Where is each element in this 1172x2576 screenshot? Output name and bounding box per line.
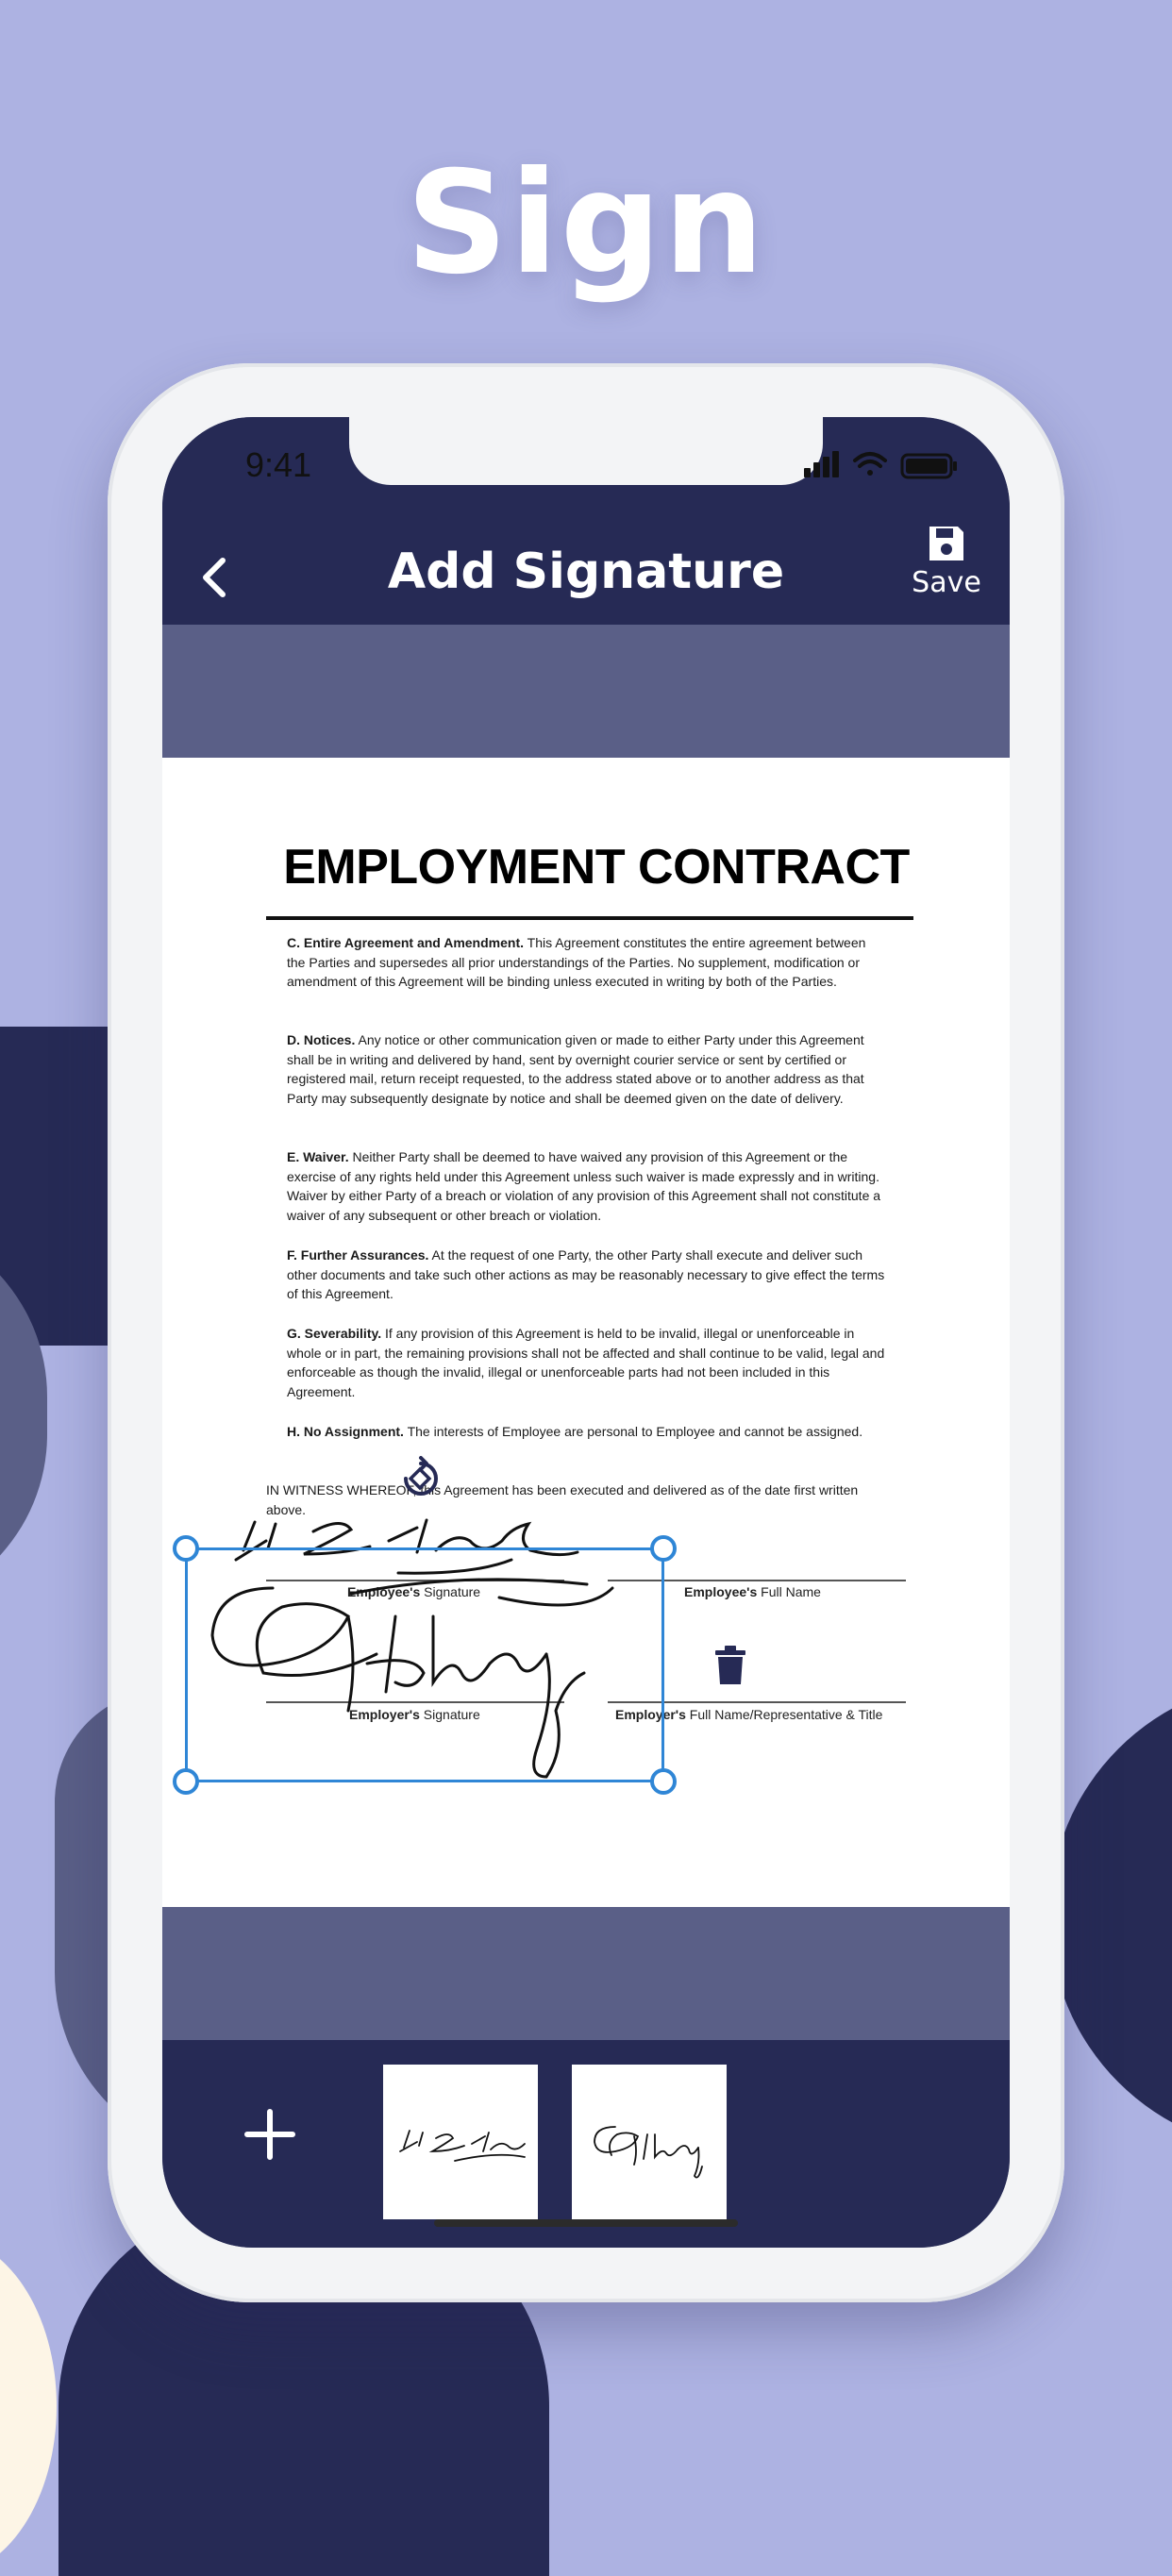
status-icons xyxy=(804,443,964,485)
notch xyxy=(349,417,823,485)
bg-blob-cream xyxy=(0,2236,57,2576)
section-line: amendment of this Agreement will be binding unless executed in writing by both of the Parties. xyxy=(287,974,837,989)
save-button[interactable] xyxy=(904,523,989,599)
title-underline xyxy=(266,916,913,920)
wifi-icon xyxy=(855,454,885,476)
phone-screen xyxy=(162,417,1010,2248)
section-line: whole or in part, the remaining provisions shall not be affected and shall continue to be valid, legal and xyxy=(287,1345,885,1361)
employer-signature-placed[interactable] xyxy=(207,1560,660,1805)
section-entire-agreement xyxy=(287,933,906,992)
section-line: waiver of any subsequent or other breach or violation. xyxy=(287,1207,602,1223)
signature-thumbnail-2-drawing xyxy=(572,2065,727,2219)
section-line: Party may subsequently designate by notice and shall be deemed given on the date of delivery. xyxy=(287,1090,844,1106)
section-line: H. No Assignment. The interests of Employee are personal to Employee and cannot be assigned. xyxy=(287,1424,863,1439)
section-no-assignment xyxy=(287,1422,906,1442)
status-bar xyxy=(162,417,1010,530)
section-line: exercise of any rights held under this Agreement unless such waiver is made expressly and in writing. xyxy=(287,1168,879,1184)
status-time: 9:41 xyxy=(245,445,312,484)
employer-signature-label: Employer's Signature xyxy=(349,1707,480,1722)
section-line: other documents and take such other actions as may be reasonably necessary to give effect the terms xyxy=(287,1266,885,1282)
resize-handle-top-right[interactable] xyxy=(650,1535,677,1562)
resize-handle-bottom-left[interactable] xyxy=(173,1768,199,1795)
section-waiver xyxy=(287,1147,906,1225)
employer-name-label: Employer's Full Name/Representative & Title xyxy=(615,1707,883,1722)
document-title: EMPLOYMENT CONTRACT xyxy=(283,840,910,895)
signature-thumbnail-1[interactable] xyxy=(383,2065,538,2219)
signature-thumbnail-1-drawing xyxy=(383,2065,538,2219)
plus-icon[interactable] xyxy=(243,2108,296,2161)
rotate-icon[interactable] xyxy=(398,1456,444,1501)
section-notices xyxy=(287,1030,906,1108)
signature-selection-box[interactable] xyxy=(185,1547,664,1782)
section-further-assurances xyxy=(287,1246,906,1304)
section-line: the Parties and supersedes all prior understandings of the Parties. No supplement, modification or xyxy=(287,954,861,970)
phone-frame xyxy=(108,363,1064,2302)
section-line: D. Notices. Any notice or other communication given or made to either Party under this Agreement xyxy=(287,1032,864,1047)
section-line: of this Agreement. xyxy=(287,1286,393,1301)
hero-title: Sign xyxy=(406,142,766,306)
witness-line: above. xyxy=(266,1501,307,1517)
section-line: G. Severability. If any provision of this Agreement is held to be invalid, illegal or unenforceable in xyxy=(287,1326,855,1341)
section-line: shall be in writing and delivered by hand, sent by overnight courier service or sent by certified or xyxy=(287,1051,846,1067)
bg-blob-navy-right xyxy=(1049,1680,1172,2151)
app-bar xyxy=(162,530,1010,625)
employee-signature-label: Employee's Signature xyxy=(347,1584,481,1599)
page-title: Add Signature xyxy=(387,544,785,600)
section-line: enforceable as though the invalid, illegal or unenforceable parts had not been included in this xyxy=(287,1364,830,1380)
employee-name-label: Employee's Full Name xyxy=(684,1584,821,1599)
section-line: Agreement. xyxy=(287,1383,356,1399)
floppy-disk-icon xyxy=(926,523,967,564)
section-severability xyxy=(287,1324,906,1401)
section-line: Waiver by either Party of a breach or violation of any provision of this Agreement shall not constitute a xyxy=(287,1188,881,1203)
section-line: registered mail, return receipt requested, to the address stated above or to another address as that xyxy=(287,1071,864,1086)
home-indicator[interactable] xyxy=(434,2219,738,2227)
battery-icon xyxy=(902,455,957,477)
document-page xyxy=(162,758,1010,1907)
resize-handle-top-left[interactable] xyxy=(173,1535,199,1562)
signature-tray xyxy=(162,2040,1010,2248)
signature-thumbnail-2[interactable] xyxy=(572,2065,727,2219)
section-line: C. Entire Agreement and Amendment. This Agreement constitutes the entire agreement between xyxy=(287,935,866,950)
save-label: Save xyxy=(912,566,981,599)
section-line: E. Waiver. Neither Party shall be deemed to have waived any provision of this Agreement or the xyxy=(287,1149,848,1164)
section-line: F. Further Assurances. At the request of one Party, the other Party shall execute and deliver such xyxy=(287,1247,863,1263)
trash-icon[interactable] xyxy=(713,1645,747,1686)
witness-line: IN WITNESS WHEREOF, this Agreement has been executed and delivered as of the date first written xyxy=(266,1482,859,1497)
signal-icon xyxy=(804,451,839,477)
resize-handle-bottom-right[interactable] xyxy=(650,1768,677,1795)
